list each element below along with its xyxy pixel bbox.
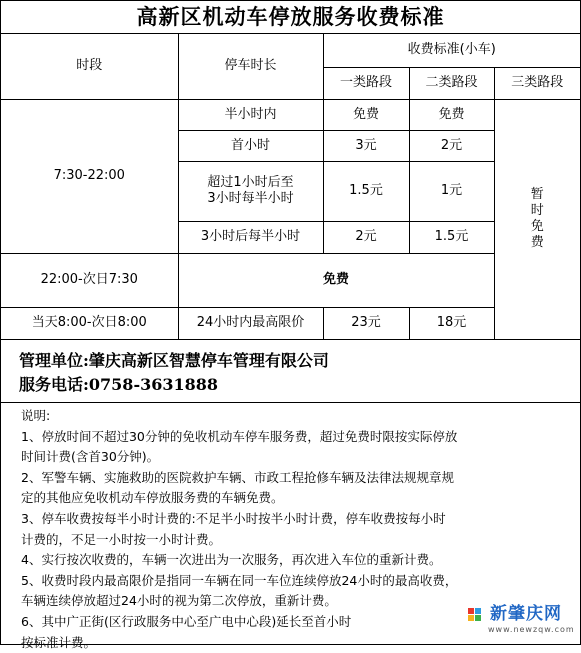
note-line: 3、停车收费按每半小时计费的:不足半小时按半小时计费，停车收费按每小时 xyxy=(21,510,446,526)
table-row xyxy=(1,99,580,130)
day-time-slot: 7:30-22:00 xyxy=(1,99,178,253)
duration-line: 超过1小时后至 xyxy=(207,175,294,190)
duration-cell: 3小时后每半小时 xyxy=(178,221,323,253)
note-line: 定的其他应免收机动车停放服务费的车辆免费。 xyxy=(21,490,284,506)
notes-heading: 说明: xyxy=(21,408,51,423)
road3-char: 免 xyxy=(530,219,544,234)
site-name: 新肇庆网 xyxy=(490,604,562,624)
note-line: 计费的，不足一小时按一小时计费。 xyxy=(21,531,222,547)
cap-duration: 24小时内最高限价 xyxy=(178,307,323,339)
road3-char: 暂 xyxy=(530,187,544,202)
service-phone: 服务电话:0758-3631888 xyxy=(19,375,219,394)
note-line: 按标准计费。 xyxy=(21,634,97,650)
table-row-night xyxy=(1,253,580,307)
road2-fee: 免费 xyxy=(409,99,494,130)
note-line: 4、实行按次收费的，车辆一次进出为一次服务，再次进入车位的重新计费。 xyxy=(21,552,442,568)
road1-fee: 1.5元 xyxy=(323,161,409,221)
header-road-class-1: 一类路段 xyxy=(323,67,409,99)
road3-char: 时 xyxy=(530,203,544,218)
note-line: 5、收费时段内最高限价是指同一车辆在同一车位连续停放24小时的最高收费， xyxy=(21,572,458,588)
duration-cell: 首小时 xyxy=(178,130,323,161)
header-fee-standard: 收费标准(小车) xyxy=(323,33,580,67)
road2-fee: 2元 xyxy=(409,130,494,161)
site-logo-icon xyxy=(468,608,484,622)
site-watermark xyxy=(468,604,576,638)
road3-fee-free xyxy=(494,99,580,339)
cap-road2-fee: 18元 xyxy=(409,307,494,339)
header-time-slot: 时段 xyxy=(1,33,178,99)
header-duration: 停车时长 xyxy=(178,33,323,99)
night-time-slot: 22:00-次日7:30 xyxy=(1,253,178,307)
header-road-class-2: 二类路段 xyxy=(409,67,494,99)
road3-char: 费 xyxy=(530,235,544,250)
road1-fee: 免费 xyxy=(323,99,409,130)
night-fee-free: 免费 xyxy=(178,253,494,307)
fee-table xyxy=(1,33,580,340)
duration-cell xyxy=(178,161,323,221)
cap-road1-fee: 23元 xyxy=(323,307,409,339)
road2-fee: 1元 xyxy=(409,161,494,221)
road2-fee: 1.5元 xyxy=(409,221,494,253)
note-line: 6、其中广正街(区行政服务中心至广电中心段)延长至首小时 xyxy=(21,613,352,629)
management-unit: 管理单位:肇庆高新区智慧停车管理有限公司 xyxy=(19,351,329,370)
header-road-class-3: 三类路段 xyxy=(494,67,580,99)
cap-time-slot: 当天8:00-次日8:00 xyxy=(1,307,178,339)
note-line: 时间计费(含首30分钟)。 xyxy=(21,449,160,465)
note-line: 1、停放时间不超过30分钟的免收机动车停车服务费，超过免费时限按实际停放 xyxy=(21,428,458,444)
note-line: 车辆连续停放超过24小时的视为第二次停放，重新计费。 xyxy=(21,593,337,609)
site-url: www.newzqw.com xyxy=(488,625,575,634)
operator-info xyxy=(1,345,580,403)
road1-fee: 3元 xyxy=(323,130,409,161)
duration-cell: 半小时内 xyxy=(178,99,323,130)
note-line: 2、军警车辆、实施救助的医院救护车辆、市政工程抢修车辆及法律法规规章规 xyxy=(21,469,454,485)
page-title: 高新区机动车停放服务收费标准 xyxy=(1,1,580,34)
table-header-row xyxy=(1,33,580,67)
road1-fee: 2元 xyxy=(323,221,409,253)
table-row-cap xyxy=(1,307,580,339)
duration-line: 3小时每半小时 xyxy=(207,191,294,206)
